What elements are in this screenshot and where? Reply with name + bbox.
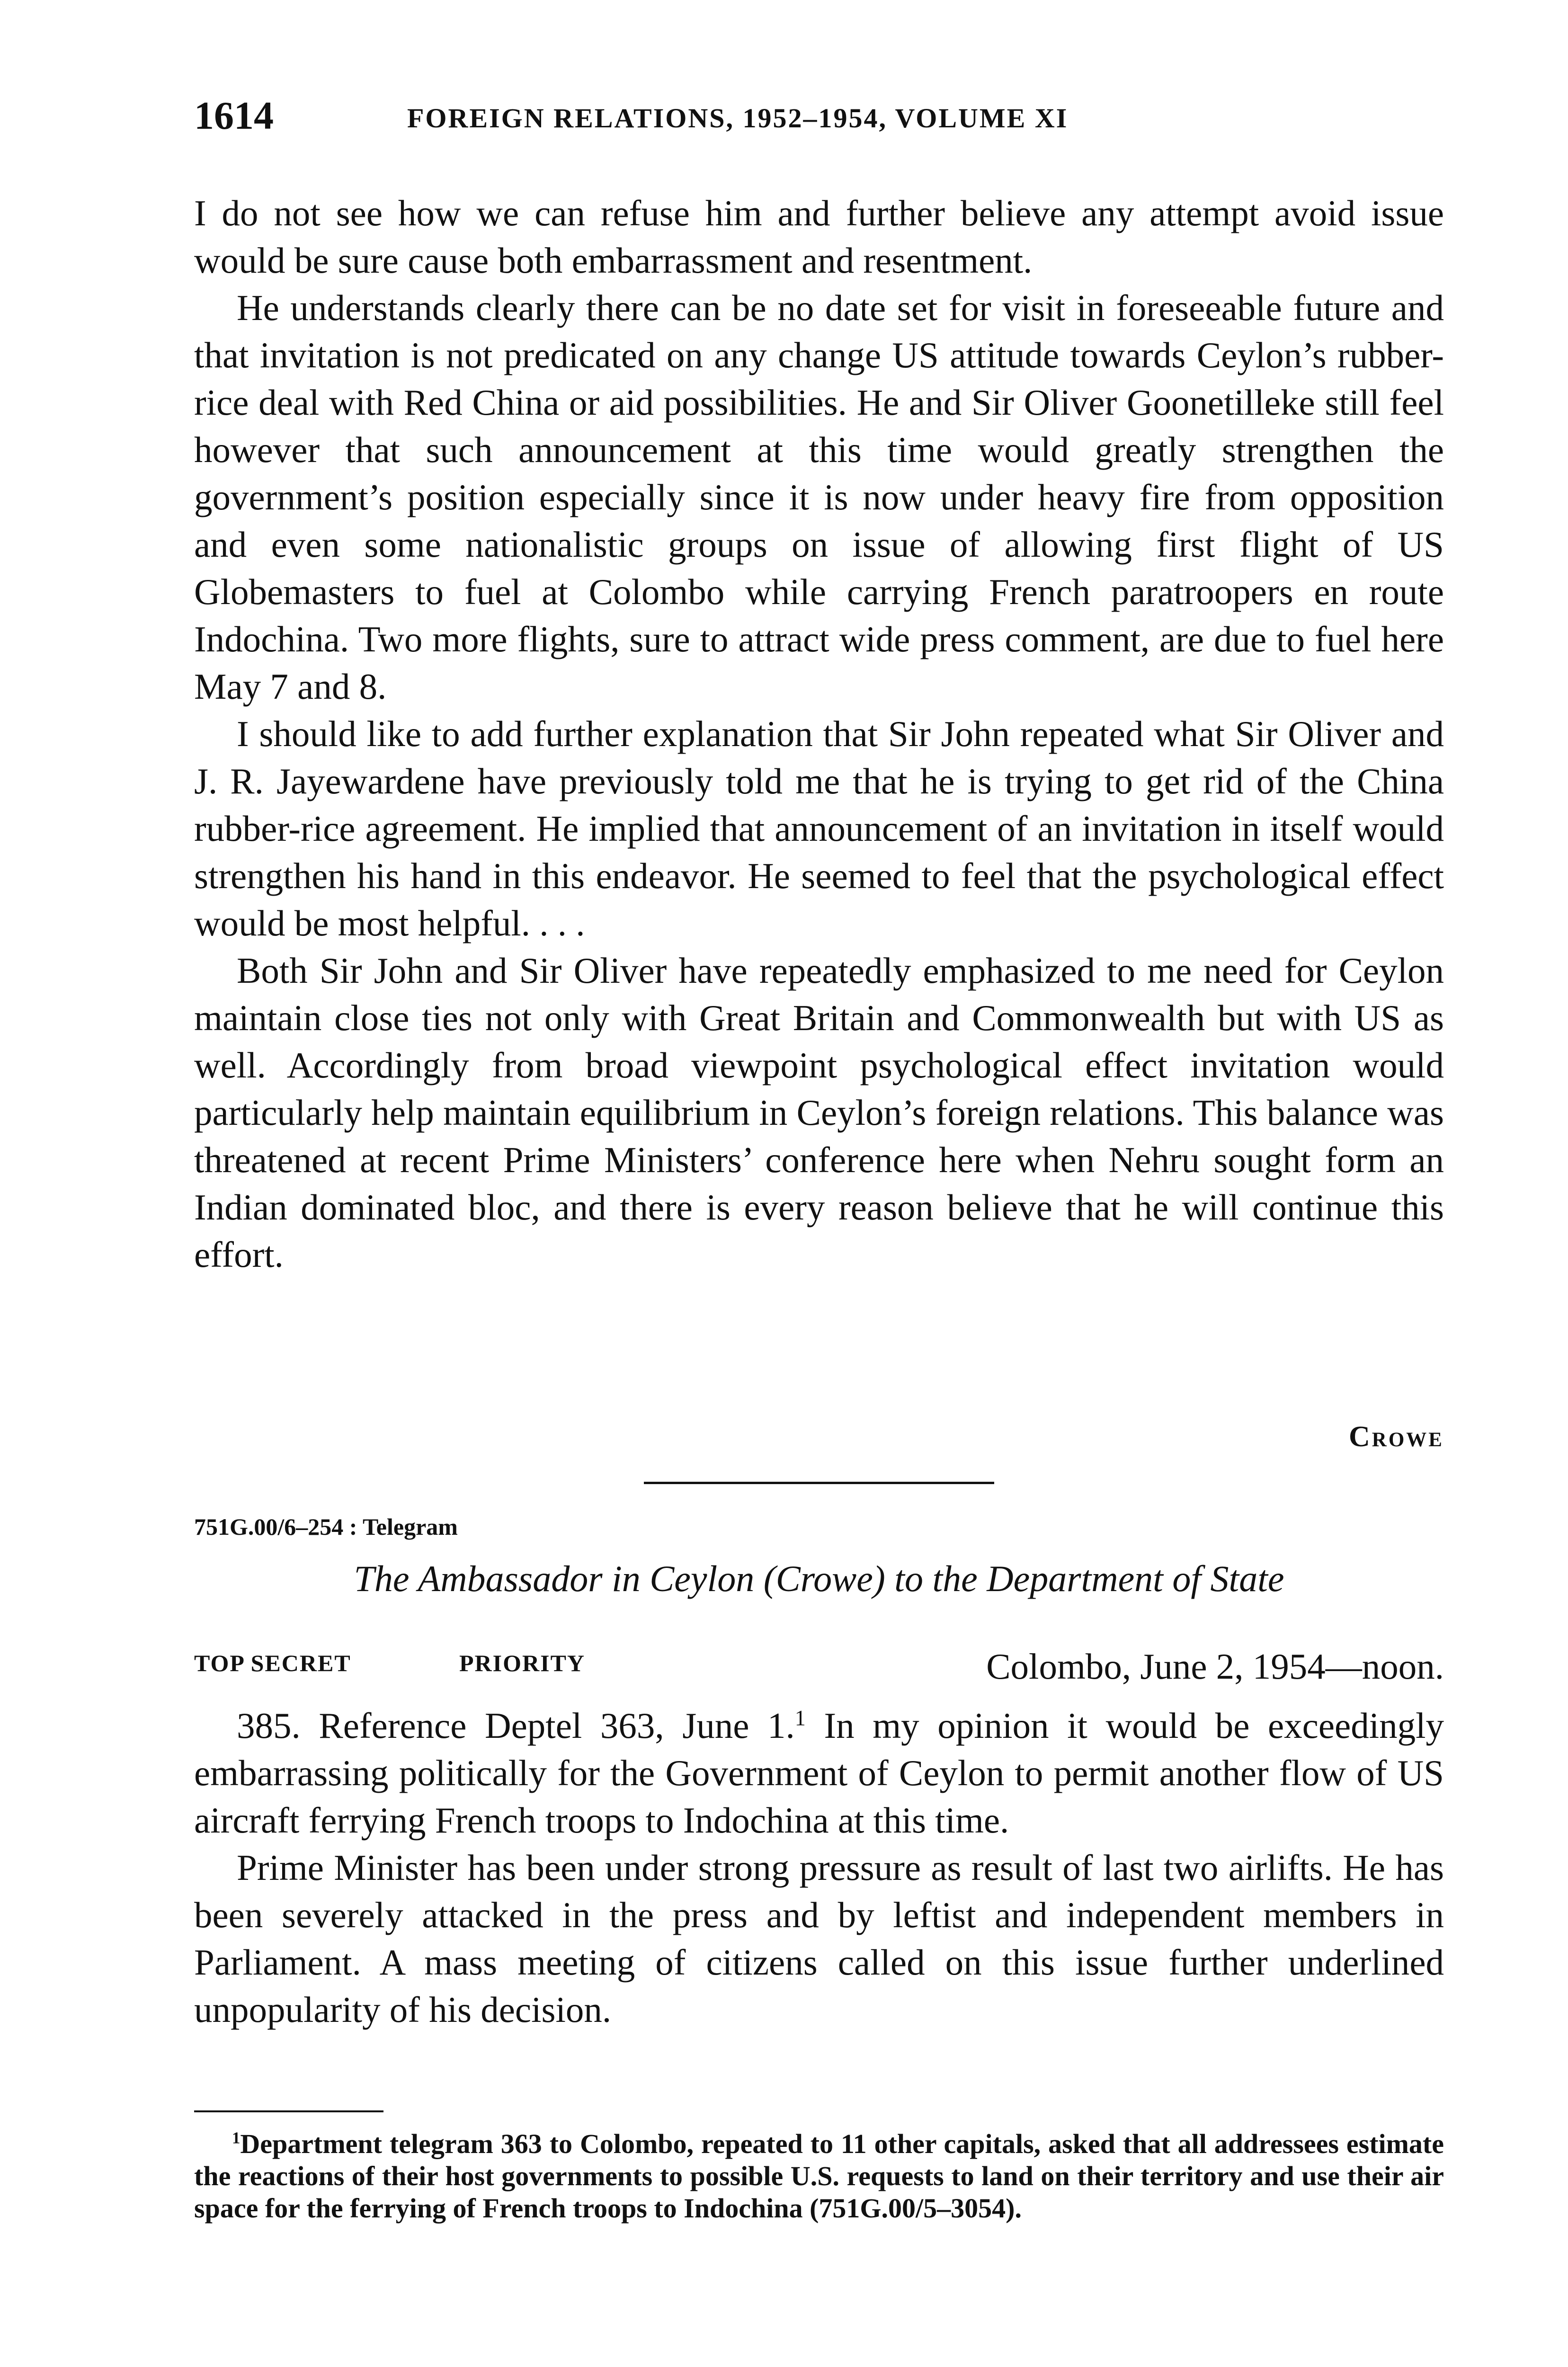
footnote-divider [194,2110,383,2112]
document-meta-row [194,1643,1444,1690]
footnote-reference[interactable]: 1 [794,1706,806,1730]
document-title: The Ambassador in Ceylon (Crowe) to the Department of State [354,1558,1284,1599]
classification-label: TOP SECRET [194,1650,351,1676]
signature: Crowe [1349,1421,1444,1453]
continued-telegram-text [194,189,1444,1278]
dateline: Colombo, June 2, 1954—noon. [986,1646,1444,1687]
page-header [194,90,1449,142]
running-head: FOREIGN RELATIONS, 1952–1954, VOLUME XI [407,103,1069,133]
footnote [194,2128,1444,2225]
telegram-paragraph: Prime Minister has been under strong pressure as result of last two airlifts. He has been severely attacked in the press and by leftist and independent members in Parliament. A mass meeting of citizens called on this issue further underlined unpopularity of his decision. [194,1847,1444,2030]
page-number: 1614 [194,94,274,138]
telegram-paragraph [194,1702,1444,1844]
body-paragraph: I should like to add further explanation that Sir John repeated what Sir Oliver and J. R. Jayewardene have previously told me that he is trying to get rid of the China rubber-rice agreement. He implied that announcement of an invitation in itself would strengthen his hand in this endeavor. He seemed to feel that the psychological effect would be most helpful. . . . [194,713,1444,943]
telegram-paragraph-rest: In my opinion it would be exceedingly embarrassing politically for the Government of Ceylon to permit another flow of US aircraft ferrying French troops to Indochina at this time. [194,1705,1444,1841]
telegram-paragraph-lead: 385. Reference Deptel 363, June 1. [237,1705,795,1746]
footnote-marker: 1 [232,2128,241,2147]
telegram-body [194,1702,1444,2033]
body-paragraph: He understands clearly there can be no date set for visit in foreseeable future and that invitation is not predicated on any change US attitude towards Ceylon’s rubber-rice deal with Red China or aid possibilities. He and Sir Oliver Goonetilleke still feel however that such announcement at this time would greatly strengthen the government’s position especially since it is now under heavy fire from opposition and even some nationalistic groups on issue of allowing first flight of US Globemasters to fuel at Colombo while carrying French paratroopers en route Indochina. Two more flights, sure to attract wide press comment, are due to fuel here May 7 and 8. [194,287,1444,707]
precedence-label: PRIORITY [459,1650,586,1676]
body-paragraph: Both Sir John and Sir Oliver have repeatedly emphasized to me need for Ceylon maintain close ties not only with Great Britain and Commonwealth but with US as well. Accordingly from broad viewpoint psychological effect invitation would particularly help maintain equilibrium in Ceylon’s foreign relations. This balance was threatened at recent Prime Ministers’ conference here when Nehru sought form an Indian dominated bloc, and there is every reason believe that he will continue this effort. [194,950,1444,1275]
body-paragraph: I do not see how we can refuse him and further believe any attempt avoid issue would be sure cause both embarrassment and resentment. [194,193,1444,281]
footnote-text: Department telegram 363 to Colombo, repeated to 11 other capitals, asked that all addressees estimate the reactions of their host governments to possible U.S. requests to land on their territory and use their air space for the ferrying of French troops to Indochina (751G.00/5–3054). [194,2128,1444,2224]
document-file-id: 751G.00/6–254 : Telegram [194,1513,458,1540]
section-divider [644,1482,994,1484]
